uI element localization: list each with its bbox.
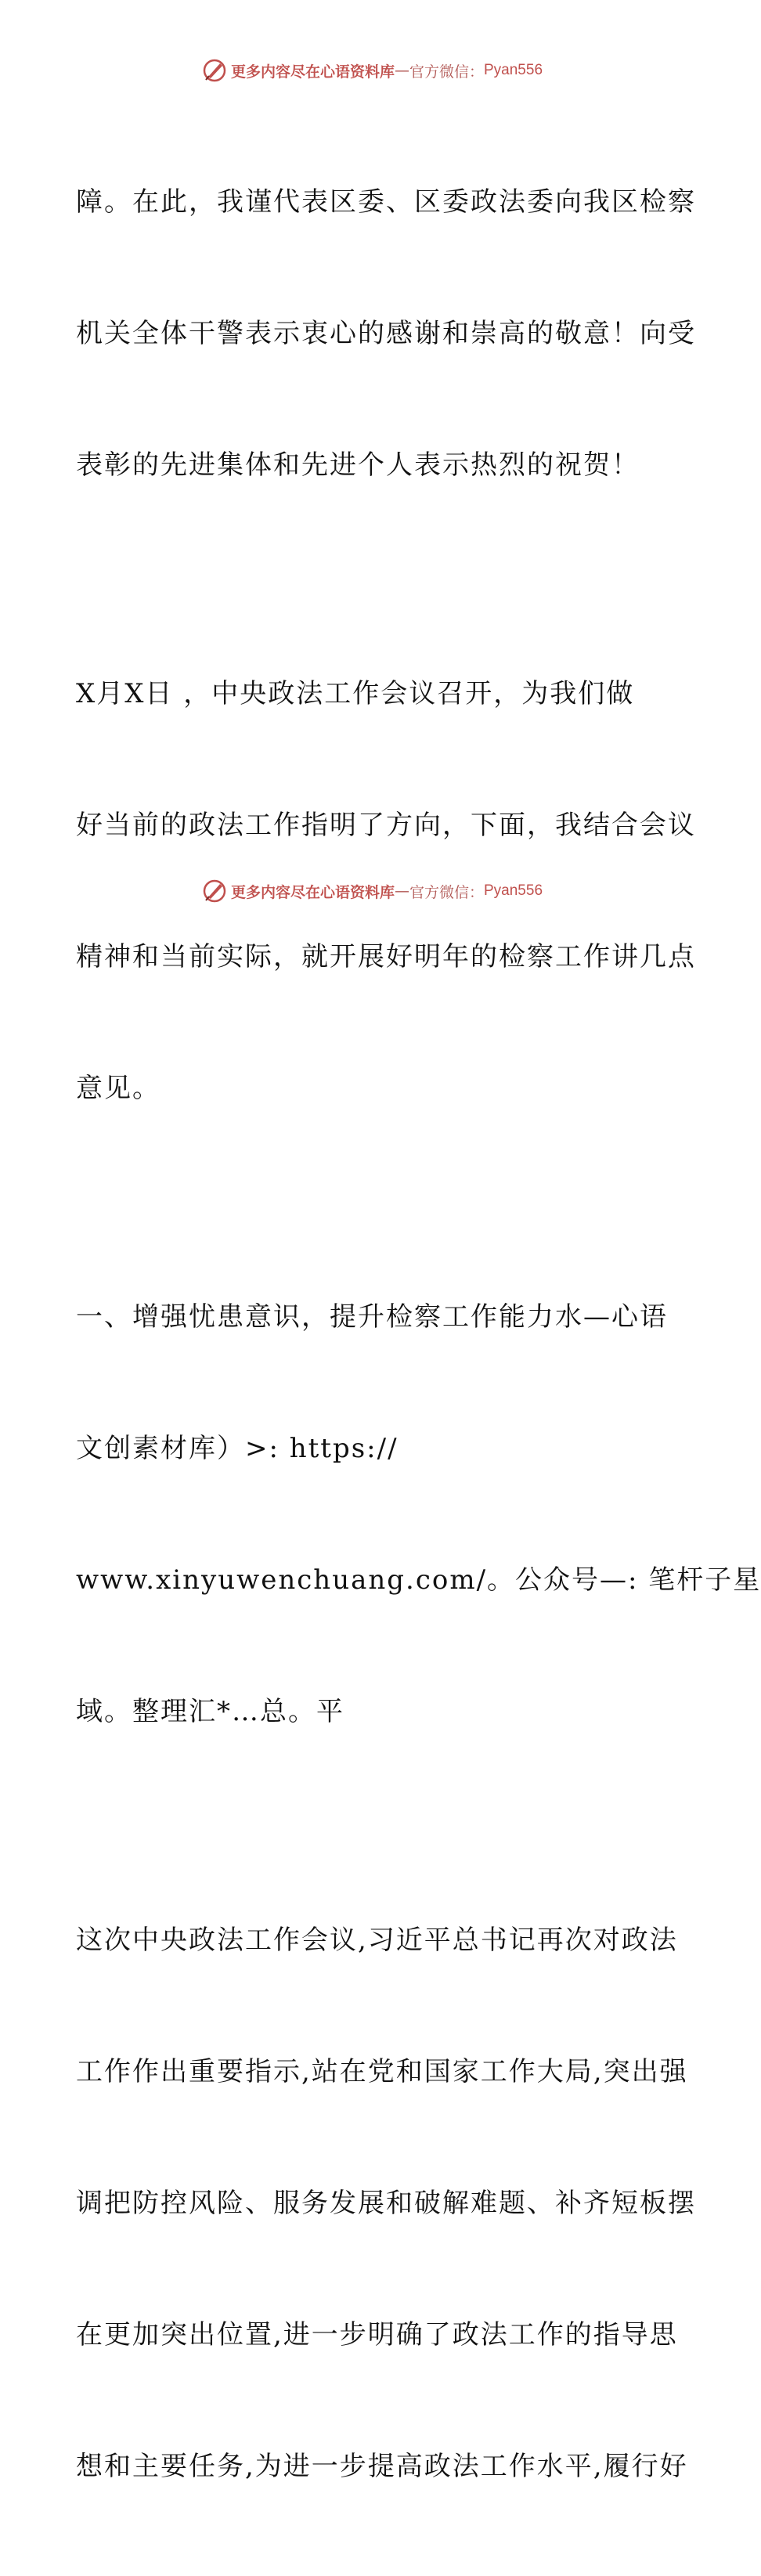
quill-logo-icon — [201, 57, 228, 84]
footer-watermark — [0, 875, 744, 907]
text-line: 好当前的政法工作指明了方向，下面，我结合会议 — [76, 810, 696, 841]
header-watermark — [0, 55, 744, 86]
banner-brand-text: 更多内容尽在心语资料库 — [230, 883, 395, 901]
text-line: X月X日 ，中央政法工作会议召开，为我们做 — [76, 678, 635, 709]
text-line: 工作作出重要指示,站在党和国家工作大局,突出强 — [76, 2056, 688, 2087]
banner-contact-label: 官方微信： — [409, 883, 484, 901]
text-line: 文创素材库）>: https:// — [76, 1433, 399, 1464]
text-line: 在更加突出位置,进一步明确了政法工作的指导思 — [76, 2319, 678, 2351]
banner-contact-id: Pyan556 — [484, 62, 543, 78]
section-heading-one — [76, 1207, 761, 1821]
quill-logo-icon — [201, 878, 228, 904]
text-line: 域。整理汇*…总。平 — [76, 1696, 344, 1727]
banner-separator: — — [394, 882, 409, 900]
banner-separator: — — [394, 62, 409, 79]
banner-contact-id: Pyan556 — [484, 882, 543, 899]
text-line: 意见。 — [76, 1073, 160, 1104]
text-line: 机关全体干警表示衷心的感谢和崇高的敬意！向受 — [76, 318, 696, 349]
text-line: 精神和当前实际，就开展好明年的检察工作讲几点 — [76, 941, 696, 972]
text-line: 表彰的先进集体和先进个人表示热烈的祝贺！ — [76, 449, 640, 481]
text-line: www.xinyuwenchuang.com/。公众号—: 笔杆子星 — [76, 1564, 761, 1596]
banner-contact-label: 官方微信： — [409, 63, 484, 81]
text-line: 这次中央政法工作会议,习近平总书记再次对政法 — [76, 1925, 678, 1956]
text-line: 调把防控风险、服务发展和破解难题、补齐短板摆 — [76, 2188, 696, 2219]
text-line: 障。在此，我谨代表区委、区委政法委向我区检察 — [76, 186, 696, 218]
document-body — [76, 92, 761, 2576]
paragraph-thanks — [76, 92, 696, 575]
banner-brand-text: 更多内容尽在心语资料库 — [230, 63, 395, 81]
text-line: 一、增强忧患意识，提升检察工作能力水—心语 — [76, 1301, 668, 1333]
paragraph-instructions — [76, 1831, 696, 2576]
text-line: 想和主要任务,为进一步提高政法工作水平,履行好 — [76, 2451, 688, 2482]
